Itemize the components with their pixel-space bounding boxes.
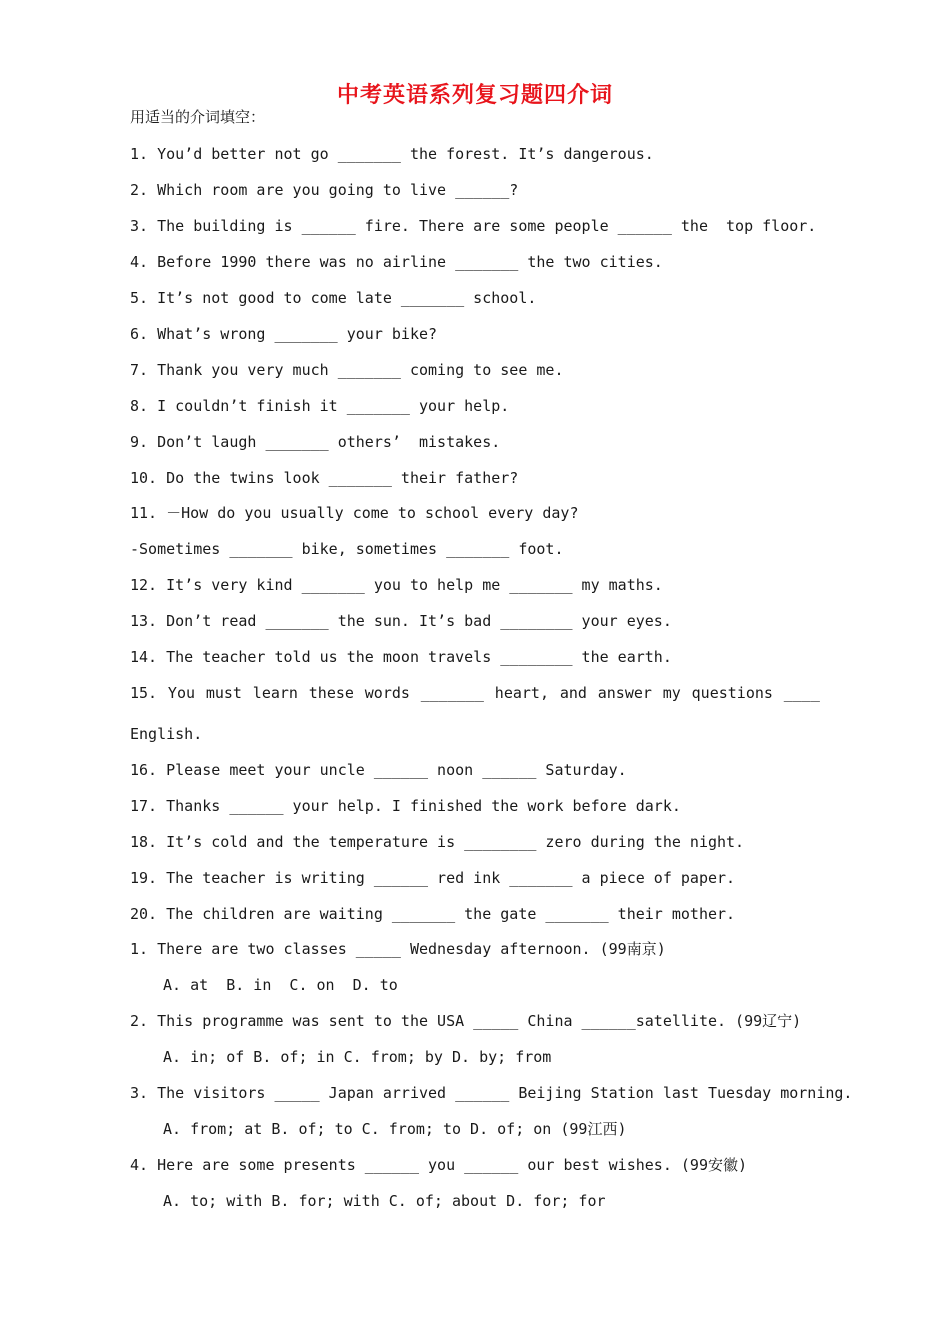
q15-word: ____ [783,684,820,702]
question-line: 8. I couldn’t finish it _______ your help. [130,397,510,415]
question-line: 17. Thanks ______ your help. I finished the work before dark. [130,797,681,815]
page-title: 中考英语系列复习题四介词 [336,83,613,108]
question-line: 9. Don’t laugh _______ others’ mistakes. [130,433,501,451]
q15-word: You [167,684,196,702]
choice-question: 3. The visitors _____ Japan arrived ______ Beijing Station last Tuesday morning. [130,1084,853,1102]
choice-question: 4. Here are some presents ______ you ______ our best wishes. (99安徽) [130,1156,747,1174]
question-line: 5. It’s not good to come late _______ school. [130,289,537,307]
q15-word: these [308,684,354,702]
question-15-line [130,683,820,703]
choice-question: 2. This programme was sent to the USA _____ China ______satellite. (99辽宁) [130,1012,802,1030]
question-15-continuation: English. [130,725,203,743]
question-line: 19. The teacher is writing ______ red ink _______ a piece of paper. [130,869,736,887]
question-line: 2. Which room are you going to live ______? [130,181,519,199]
q15-word: and [559,684,587,702]
question-line: 7. Thank you very much _______ coming to see me. [130,361,564,379]
question-line: 13. Don’t read _______ the sun. It’s bad ________ your eyes. [130,612,672,630]
question-line: 12. It’s very kind _______ you to help me _______ my maths. [130,576,663,594]
question-line: 6. What’s wrong _______ your bike? [130,325,438,343]
q15-word: heart, [494,684,549,702]
choice-question: 1. There are two classes _____ Wednesday afternoon. (99南京) [130,940,666,958]
choice-options: A. at B. in C. on D. to [163,976,398,994]
question-line: 4. Before 1990 there was no airline _______ the two cities. [130,253,663,271]
q15-word: my [662,684,681,702]
question-line: 10. Do the twins look _______ their father? [130,469,519,487]
q15-word: must [205,684,242,702]
q15-word: learn [252,684,298,702]
question-line: 3. The building is ______ fire. There are some people ______ the top floor. [130,217,817,235]
question-line: 16. Please meet your uncle ______ noon ______ Saturday. [130,761,627,779]
question-line: 1. You’d better not go _______ the forest. It’s dangerous. [130,145,654,163]
choice-options: A. from; at B. of; to C. from; to D. of; on (99江西) [163,1120,627,1138]
question-line: 20. The children are waiting _______ the gate _______ their mother. [130,905,736,923]
q15-word: words [364,684,410,702]
question-line: -Sometimes _______ bike, sometimes _______ foot. [130,540,564,558]
q15-word: answer [597,684,652,702]
question-line: 11. －How do you usually come to school every day? [130,504,579,522]
question-line: 14. The teacher told us the moon travels ________ the earth. [130,648,672,666]
q15-word: questions [691,684,773,702]
q15-word: _______ [420,684,484,702]
choice-options: A. to; with B. for; with C. of; about D. for; for [163,1192,606,1210]
q15-word: 15. [130,684,158,702]
instruction-text: 用适当的介词填空： [130,108,266,126]
choice-options: A. in; of B. of; in C. from; by D. by; from [163,1048,552,1066]
question-line: 18. It’s cold and the temperature is ________ zero during the night. [130,833,745,851]
